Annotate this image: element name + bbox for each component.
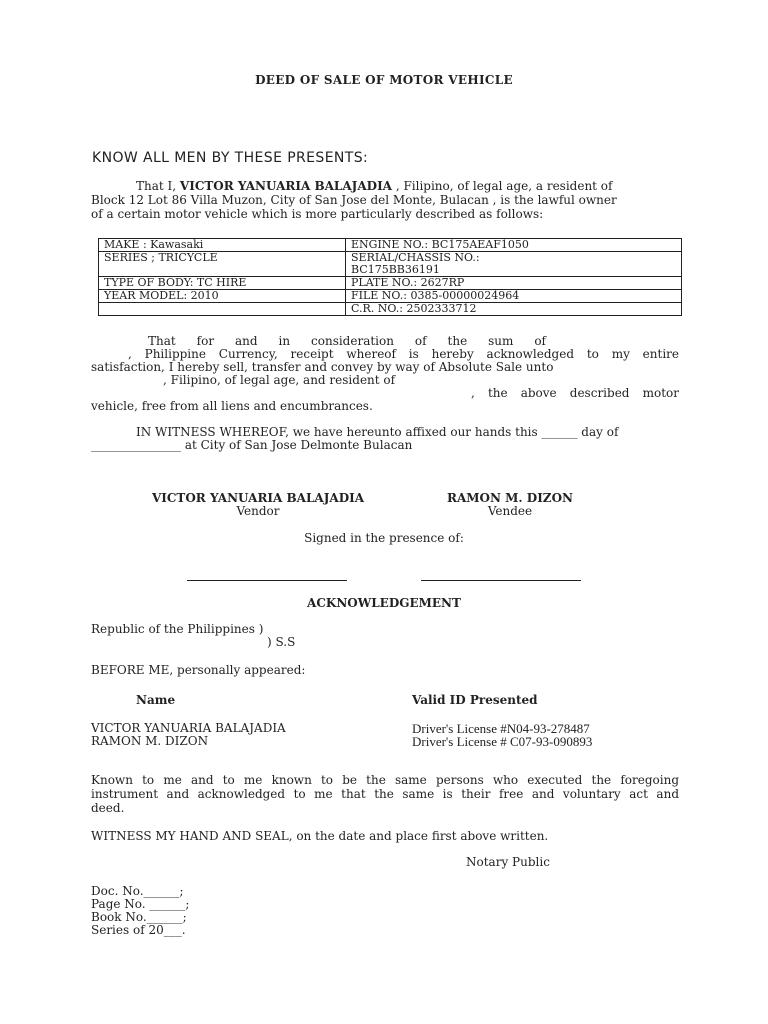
intro-line-1-rest: , Filipino, of legal age, a resident of [392,179,613,193]
name-column-header: Name [136,693,176,707]
doc-no: Doc. No.______; [91,884,184,898]
vendor-role: Vendor [236,504,280,518]
document-title: DEED OF SALE OF MOTOR VEHICLE [255,73,513,87]
vendor-name: VICTOR YANUARIA BALAJADIA [151,491,365,505]
witness-hand-line: WITNESS MY HAND AND SEAL, on the date and place first above written. [91,829,549,843]
vehicle-file-no: FILE NO.: 0385-00000024964 [346,290,682,303]
intro-prefix: That I, [136,179,180,193]
vehicle-chassis-cell [346,252,682,277]
vehicle-plate-no: PLATE NO.: 2627RP [346,277,682,290]
vehicle-series: SERIES ; TRICYCLE [99,252,346,277]
consideration-line-2: , Philippine Currency, receipt whereof is hereby acknowledged to my entire [128,347,679,361]
consideration-line-3: satisfaction, I hereby sell, transfer and convey by way of Absolute Sale unto [91,360,554,374]
notary-public-label: Notary Public [466,855,550,869]
vehicle-chassis-no: BC175BB36191 [351,263,440,276]
vehicle-year-model: YEAR MODEL: 2010 [99,290,346,303]
consideration-line-5: , the above described motor [471,386,679,400]
witness-signature-line-2 [421,580,581,581]
table-row [99,252,682,277]
intro-line-2: Block 12 Lot 86 Villa Muzon, City of San Jose del Monte, Bulacan , is the lawful owner [91,193,617,207]
known-line-3: deed. [91,801,125,815]
id-column-header: Valid ID Presented [412,693,538,707]
vehicle-chassis-label: SERIAL/CHASSIS NO.: [351,251,480,264]
table-row [99,277,682,290]
opening-heading: KNOW ALL MEN BY THESE PRESENTS: [92,150,369,166]
consideration-line-4: , Filipino, of legal age, and resident of [163,373,396,387]
vehicle-cr-no: C.R. NO.: 2502333712 [346,303,682,316]
witness-signature-line-1 [187,580,347,581]
person-2-id: Driver's License # C07-93-090893 [412,734,593,749]
known-line-2: instrument and acknowledged to me that the same is their free and voluntary act and [91,787,679,801]
vehicle-empty-cell [99,303,346,316]
vendor-name-inline: VICTOR YANUARIA BALAJADIA [179,179,392,193]
series-no: Series of 20___. [91,923,186,937]
person-2-name: RAMON M. DIZON [91,734,209,748]
table-row [99,303,682,316]
person-1-id: Driver's License #N04-93-278487 [412,721,590,736]
signed-presence-text: Signed in the presence of: [304,531,464,545]
consideration-line-6: vehicle, free from all liens and encumbrances. [91,399,373,413]
witness-line-2: _______________ at City of San Jose Delmonte Bulacan [91,438,413,452]
table-row [99,290,682,303]
consideration-line-1: That for and in consideration of the sum of [148,334,546,348]
vehicle-body-type: TYPE OF BODY: TC HIRE [99,277,346,290]
known-line-1: Known to me and to me known to be the same persons who executed the foregoing [91,773,679,787]
acknowledgement-title: ACKNOWLEDGEMENT [307,596,461,610]
vehicle-engine-no: ENGINE NO.: BC175AEAF1050 [346,239,682,252]
vehicle-make: MAKE : Kawasaki [99,239,346,252]
person-1-name: VICTOR YANUARIA BALAJADIA [91,721,286,735]
intro-line-3: of a certain motor vehicle which is more particularly described as follows: [91,207,544,221]
republic-line: Republic of the Philippines ) [91,622,264,636]
vendee-role: Vendee [487,504,533,518]
book-no: Book No.______; [91,910,187,924]
table-row [99,239,682,252]
before-me-line: BEFORE ME, personally appeared: [91,663,306,677]
vehicle-details-table [98,238,682,316]
vendee-name: RAMON M. DIZON [446,491,573,505]
page-no: Page No. ______; [91,897,190,911]
witness-line-1: IN WITNESS WHEREOF, we have hereunto affixed our hands this ______ day of [136,425,619,439]
intro-line-1 [136,180,612,193]
ss-line: ) S.S [267,635,296,649]
